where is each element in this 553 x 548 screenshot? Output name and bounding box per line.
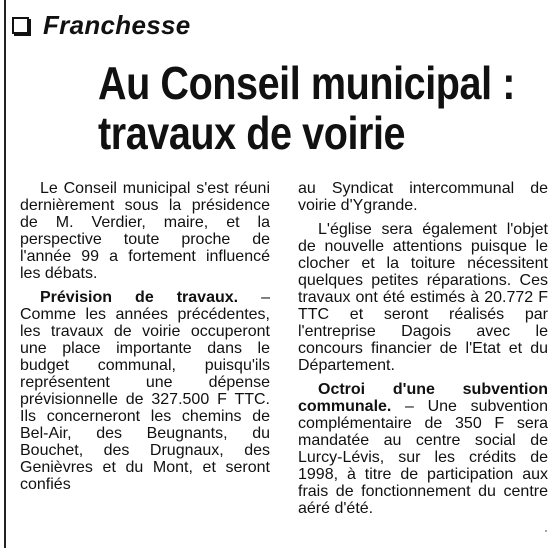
left-column-rule xyxy=(4,0,6,548)
paragraph-works xyxy=(20,289,270,493)
paragraph-works-text: – Comme les années précédentes, les travaux de voirie occuperont une place importante dans le budget communal, puisqu'ils représentent une dépense prévisionnelle de 327.500 F TTC. Ils concerneront les chemins de Bel-Air, des Beugnants, du Bouchet, des Drugnaux, des Genièvres et du Mont, et seront confiés xyxy=(20,289,270,493)
headline-line-2: travaux de voirie xyxy=(98,107,406,159)
headline-line-1: Au Conseil municipal : xyxy=(98,57,515,109)
paragraph-intro: Le Conseil municipal s'est réuni dernièrement sous la présidence de M. Verdier, maire, et la perspective toute proche de l'année 99 a fortement influencé les débats. xyxy=(20,180,270,282)
column-left xyxy=(20,180,270,540)
paragraph-subsidy-text: – Une subvention complémentaire de 350 F sera mandatée au centre social de Lurcy-Lévis, sur les crédits de 1998, à titre de participation aux frais de fonctionnement du centre aéré d'été. xyxy=(298,398,548,517)
paragraph-continued: au Syndicat intercommunal de voirie d'Ygrande. xyxy=(298,180,548,214)
article-body xyxy=(20,180,548,540)
paragraph-works-lead: Prévision de travaux. xyxy=(40,289,239,306)
print-speck xyxy=(545,530,547,532)
article-headline xyxy=(98,57,515,159)
paragraph-subsidy xyxy=(298,381,548,517)
square-bullet-icon xyxy=(12,17,29,34)
paragraph-subsidy-lead: Octroi d'une subvention communale. xyxy=(298,381,548,415)
paragraph-church: L'église sera également l'objet de nouvelle attentions puisque le clocher et la toiture nécessitent quelques petites réparations. Ces travaux ont été estimés à 20.772 F TTC et seront réalisés par l'entreprise Dagois avec le concours financier de l'Etat et du Département. xyxy=(298,221,548,374)
section-title: Franchesse xyxy=(43,10,191,40)
section-kicker xyxy=(12,10,191,41)
column-right xyxy=(298,180,548,540)
